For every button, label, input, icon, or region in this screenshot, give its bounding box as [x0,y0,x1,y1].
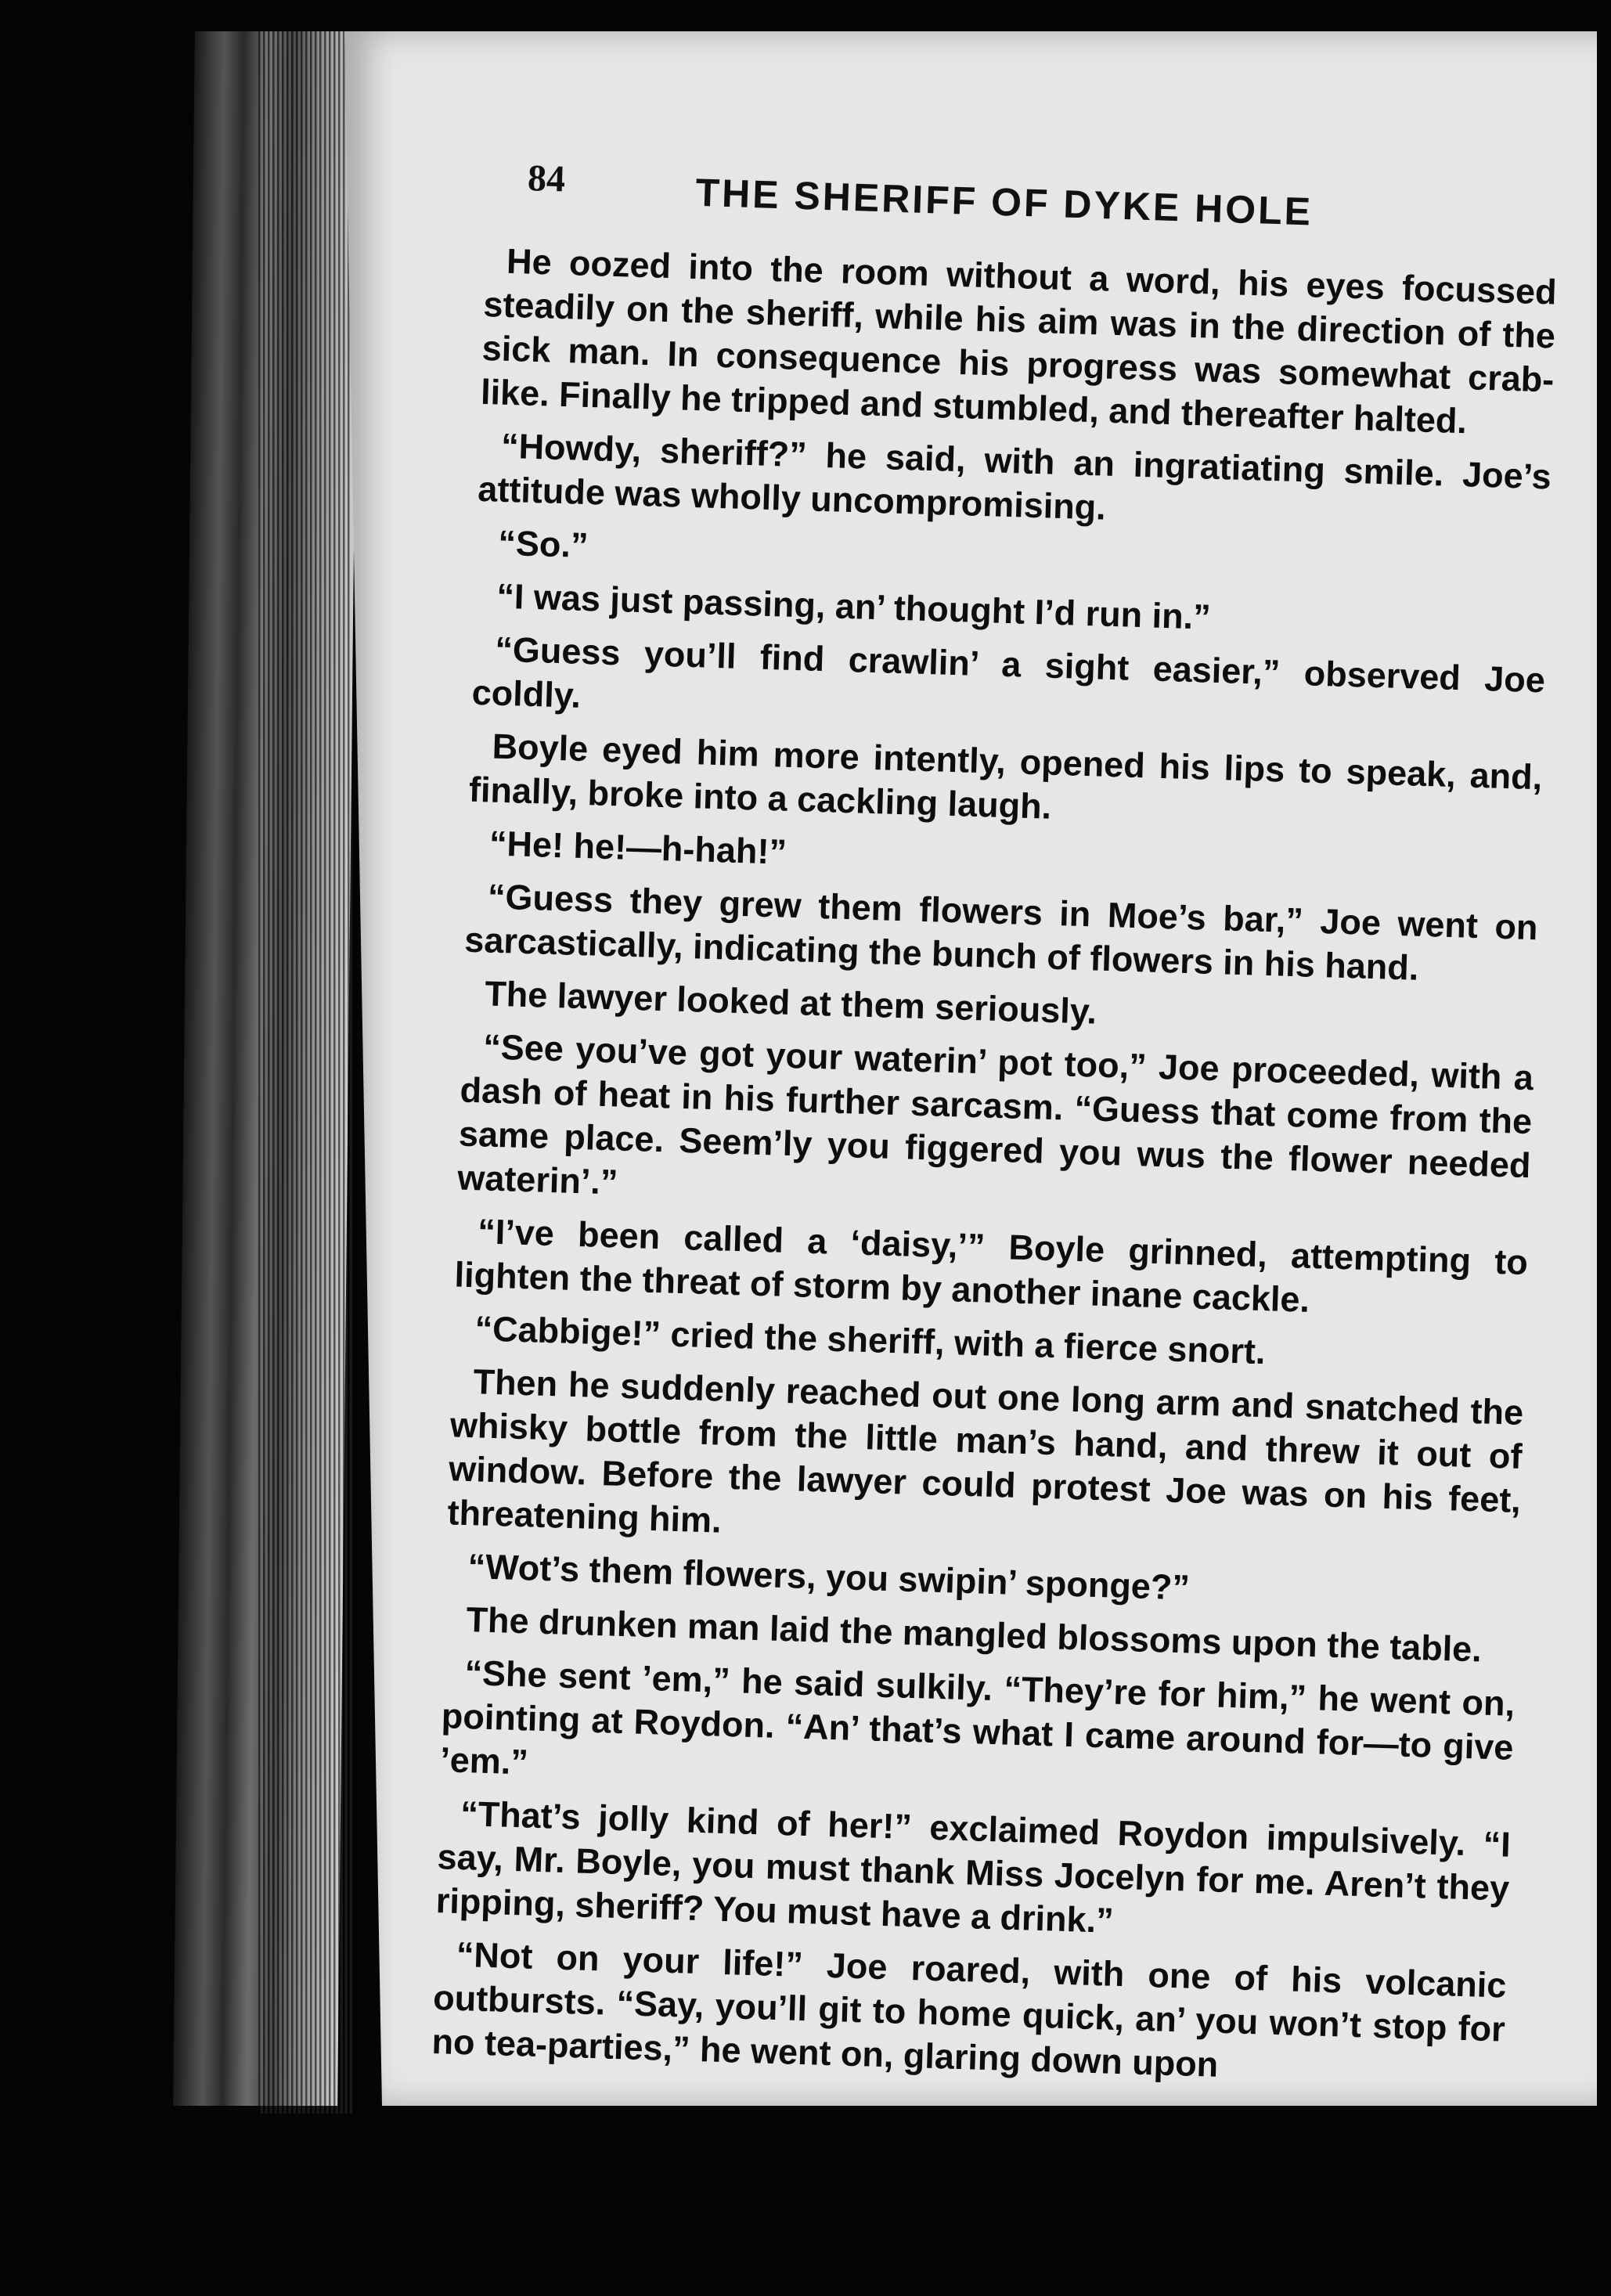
paragraph: Boyle eyed him more intently, opened his lips to speak, and, finally, broke into a cackling laugh. [468,726,1543,827]
paragraph: “That’s jolly kind of her!” exclaimed Roydon impulsively. “I say, Mr. Boyle, you must thank Miss Jocelyn for me. Aren’t they ripping, sheriff? You must have a drink.” [435,1793,1512,1941]
paragraph: The lawyer looked at them seriously. [484,973,1097,1032]
body-text [431,239,1557,2105]
paragraph: “So.” [497,522,589,566]
running-title: THE SHERIFF OF DYKE HOLE [694,170,1314,234]
paragraph: “I was just passing, an’ thought I’d run in.” [496,575,1212,637]
paragraph: The drunken man laid the mangled blossoms upon the table. [465,1599,1483,1670]
paragraph: “Guess you’ll find crawlin’ a sight easier,” observed Joe coldly. [471,629,1546,715]
paragraph: “I’ve been called a ‘daisy,’” Boyle grinned, attempting to lighten the threat of storm by another inane cackle. [453,1211,1529,1320]
paragraph: “See you’ve got your waterin’ pot too,” Joe proceeded, with a dash of heat in his further sarcasm. “Guess that come from the same place. Seem’ly you figgered you wus the flower needed waterin’.” [456,1026,1534,1202]
paragraph: Then he suddenly reached out one long arm and snatched the whisky bottle from the little man’s hand, and threw it out of window. Before the lawyer could protest Joe was on his feet, threatening him. [446,1361,1524,1541]
paragraph: “Cabbige!” cried the sheriff, with a fierce snort. [474,1308,1267,1372]
paragraph: He oozed into the room without a word, his eyes focussed steadily on the sheriff, while his aim was in the direction of the sick man. In consequence his progress was somewhat crab-like. Finally he tripped and stumbled, and thereafter halted. [480,240,1558,442]
paragraph: “Wot’s them flowers, you swipin’ sponge?” [467,1546,1191,1608]
paragraph: “Guess they grew them flowers in Moe’s bar,” Joe went on sarcastically, indicating the bunch of flowers in his hand. [463,876,1539,988]
page-edges [258,31,352,2114]
paragraph: “He! he!—h-hah!” [488,823,787,872]
page-number: 84 [527,157,566,200]
paragraph: “Not on your life!” Joe roared, with one of his volcanic outbursts. “Say, you’ll git to home quick, an’ you won’t stop for no tea-parties,” he went on, glaring down upon [431,1934,1508,2085]
paragraph: “She sent ’em,” he said sulkily. “They’re for him,” he went on, pointing at Roydon. “An’ that’s what I came around for—to give ’em.” [439,1653,1515,1782]
paragraph: “Howdy, sheriff?” he said, with an ingratiating smile. Joe’s attitude was wholly uncompromising. [477,425,1552,528]
